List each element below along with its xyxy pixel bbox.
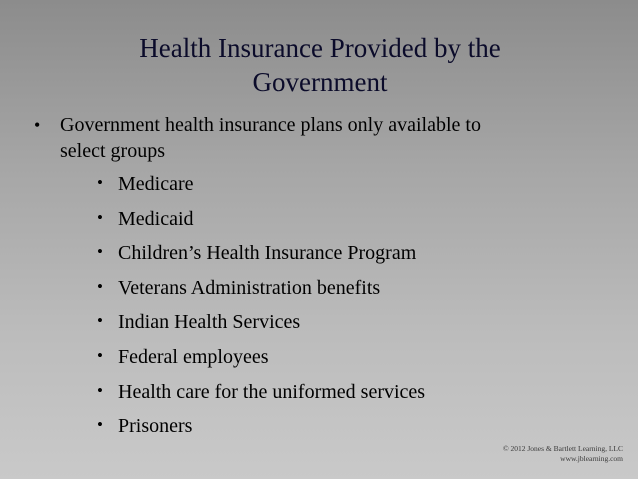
sub-bullet-label: Medicaid xyxy=(118,207,194,230)
sub-bullet-label: Children’s Health Insurance Program xyxy=(118,242,417,265)
bullet-icon: • xyxy=(97,242,103,262)
sub-bullet-label: Indian Health Services xyxy=(118,311,301,334)
main-bullet-line-1: Government health insurance plans only available to xyxy=(60,114,481,136)
copyright-footer xyxy=(503,444,623,464)
sub-bullet-item xyxy=(97,413,577,448)
sub-bullet-list xyxy=(97,171,577,448)
sub-bullet-item xyxy=(97,206,577,241)
sub-bullet-label: Medicare xyxy=(118,173,194,195)
bullet-icon: • xyxy=(97,345,103,365)
slide-title-line-2: Government xyxy=(252,67,388,97)
bullet-icon: • xyxy=(97,380,103,400)
bullet-icon: • xyxy=(97,415,103,435)
sub-bullet-item xyxy=(97,379,577,414)
sub-bullet-item xyxy=(97,275,577,310)
sub-bullet-label: Health care for the uniformed services xyxy=(118,380,426,403)
bullet-icon: • xyxy=(97,311,103,331)
bullet-icon: • xyxy=(97,173,103,192)
sub-bullet-item xyxy=(97,344,577,379)
copyright-text: © 2012 Jones & Bartlett Learning, LLC xyxy=(502,444,623,453)
bullet-icon: • xyxy=(34,115,41,135)
sub-bullet-item xyxy=(97,309,577,344)
bullet-icon: • xyxy=(97,207,103,227)
sub-bullet-label: Veterans Administration benefits xyxy=(118,276,381,299)
bullet-icon: • xyxy=(97,276,103,296)
sub-bullet-item xyxy=(97,171,577,206)
main-bullet-text xyxy=(60,112,604,164)
sub-bullet-item xyxy=(97,240,577,275)
sub-bullet-label: Federal employees xyxy=(118,345,269,368)
main-bullet xyxy=(34,112,604,164)
slide-title xyxy=(60,31,580,99)
main-bullet-line-2: select groups xyxy=(60,140,165,162)
slide-title-line-1: Health Insurance Provided by the xyxy=(139,33,501,63)
sub-bullet-label: Prisoners xyxy=(118,415,193,438)
publisher-website: www.jblearning.com xyxy=(560,454,623,463)
